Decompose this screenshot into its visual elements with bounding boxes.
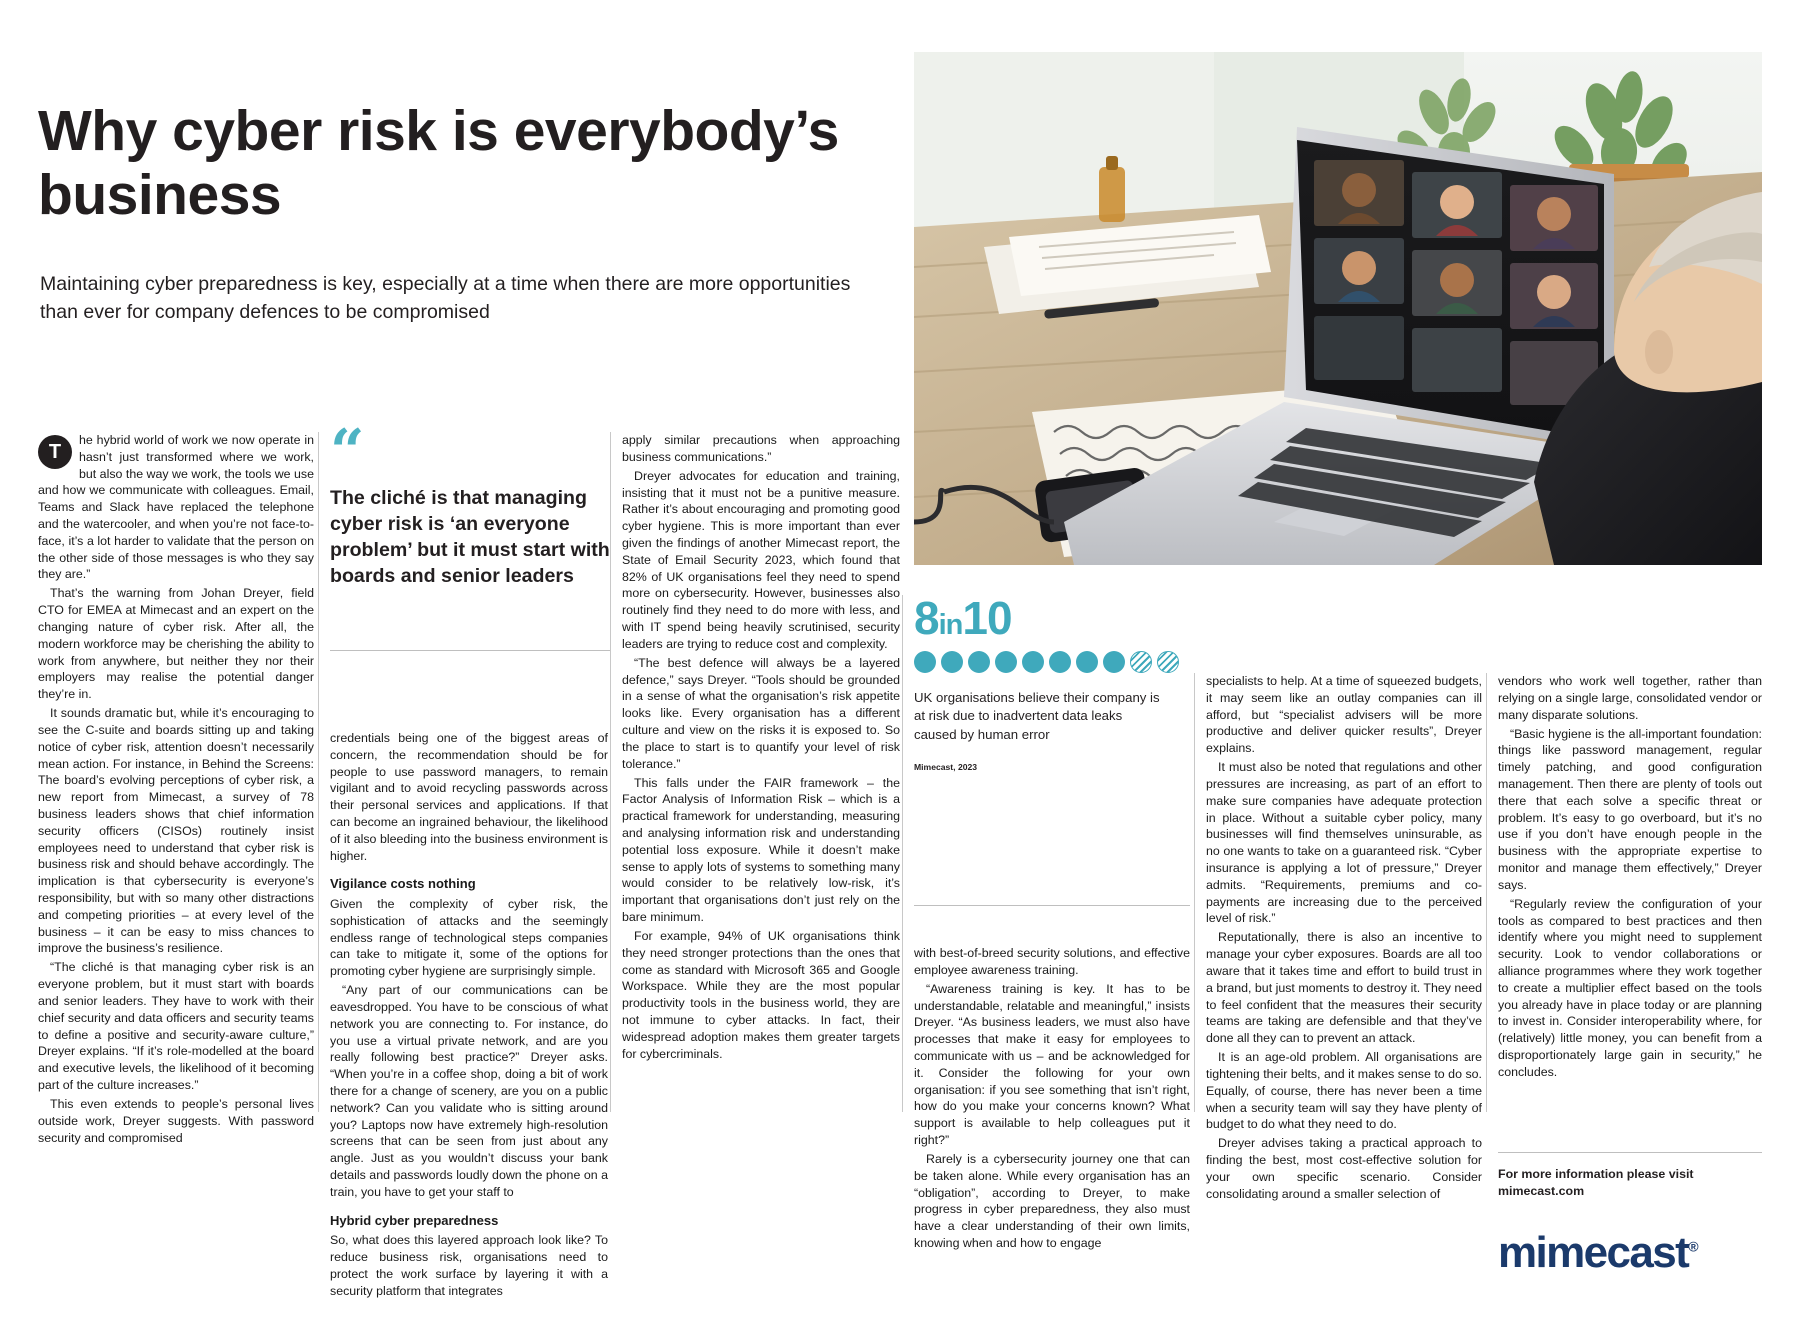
stat-dot: [995, 651, 1017, 673]
stat-dot: [968, 651, 990, 673]
paragraph: with best-of-breed security solutions, and effective employee awareness training.: [914, 946, 1190, 977]
stat-dot: [941, 651, 963, 673]
divider: [914, 905, 1190, 906]
body-column-2: [330, 730, 608, 1302]
stat-dot-empty: [1130, 651, 1152, 673]
body-column-4: [914, 945, 1190, 1254]
paragraph: That’s the warning from Johan Dreyer, field CTO for EMEA at Mimecast and an expert on the changing nature of cyber risk. After all, the modern workforce may be cherishing the ability to work from anywhere, but neither they nor their employers may realise the potential danger they’re in.: [38, 586, 314, 702]
stat-dot: [1049, 651, 1071, 673]
paragraph: specialists to help. At a time of squeezed budgets, it may seem like an outlay companies can ill afford, but “specialist advisers will be more productive and deliver quicker results”, Dreyer explains.: [1206, 674, 1482, 756]
body-column-1: [38, 432, 314, 1149]
body-column-3: [622, 432, 900, 1065]
mimecast-logo-text: mimecast: [1498, 1228, 1689, 1277]
more-information: [1498, 1166, 1762, 1199]
quote-mark-icon: “: [330, 417, 365, 487]
paragraph: “Awareness training is key. It has to be understandable, relatable and meaningful,” insists Dreyer. “As business leaders, we must also have processes that make it easy for employees to communicate with us – and be acknowledged for it. Consider the following for your own organisation: if you see something that isn’t right, how do you make your concerns known? What support is available to help colleagues put it right?”: [914, 981, 1190, 1147]
paragraph: “Any part of our communications can be eavesdropped. You have to be conscious of what network you are connecting to. For instance, do you use a virtual private network, and are you really following best practice?” Dreyer asks. “When you’re in a coffee shop, doing a bit of work there for a change of scenery, are you on a public network? Can you validate who is sitting around you? Laptops now have extremely high-resolution screens that can be seen from just about any angle. Just as you wouldn’t discuss your bank details and passwords loudly down the phone on a train, you have to get your staff to: [330, 983, 608, 1199]
paragraph: apply similar precautions when approaching business communications.”: [622, 433, 900, 464]
paragraph: This falls under the FAIR framework – the Factor Analysis of Information Risk – which is a practical framework for understanding, measuring and analysing information risk and understanding potential loss exposure. While it doesn’t make sense to apply lots of systems to something many would consider to be relatively low-risk, it’s important that organisations don’t just rely on the bare minimum.: [622, 775, 900, 924]
paragraph: It is an age-old problem. All organisations are tightening their belts, and it makes sense to do so. Equally, of course, there has never been a time when a security team will say they have plenty of budget to do what they need to do.: [1206, 1050, 1482, 1132]
paragraph: This even extends to people’s personal lives outside work, Dreyer suggests. With password security and compromised: [38, 1096, 314, 1145]
stat-dot: [1022, 651, 1044, 673]
divider: [330, 650, 610, 651]
paragraph: Reputationally, there is also an incentive to manage your cyber exposures. Boards are all too aware that it takes time and effort to build trust in a brand, but just moments to destroy it. They need to feel confident that the measures their security teams are taking are defensible and that they’ve done all they can to prevent an attack.: [1206, 930, 1482, 1046]
mimecast-logo: [1498, 1228, 1762, 1278]
more-information-line-1: For more information please visit: [1498, 1167, 1694, 1181]
paragraph: For example, 94% of UK organisations think they need stronger protections than the ones that come as standard with Microsoft 365 and Google Workspace. While they are the most popular productivity tools in the business world, they are not immune to cyber attacks. In fact, their widespread adoption makes them greater targets for cybercriminals.: [622, 928, 900, 1061]
stat-caption: UK organisations believe their company is at risk due to inadvertent data leaks caused by human error: [914, 690, 1160, 742]
registered-trademark-icon: ®: [1688, 1238, 1699, 1255]
stat-number-2: 10: [962, 592, 1012, 644]
paragraph-text: he hybrid world of work we now operate in hasn’t just transformed where we work, but also the way we work, the tools we use and how we communicate with colleagues. Email, Teams and Slack have replaced the telephone and the watercooler, and when you’re not face-to-face, it’s a lot harder to validate that the person on the other side of those messages is who they say they are.”: [38, 433, 314, 582]
stat-figure: [914, 592, 1192, 644]
paragraph: Dreyer advocates for education and training, insisting that it must not be a punitive measure. Rather it’s about encouraging and promoting good cyber hygiene. This is more important than ever given the findings of another Mimecast report, the State of Email Security 2023, which found that 82% of UK organisations feel they need to spend more on cybersecurity. However, businesses also routinely find they need to do more with less, and with IT spend being heavily scrutinised, security leaders are trying to reduce cost and complexity.: [622, 468, 900, 651]
divider: [610, 432, 611, 1112]
standfirst: Maintaining cyber preparedness is key, especially at a time when there are more opportunities than ever for company defences to be compromised: [40, 273, 851, 324]
drop-cap: T: [38, 435, 72, 469]
pull-quote: [330, 417, 612, 589]
paragraph: “Basic hygiene is the all-important foundation: things like password management, regular timely patching, and good configuration management. Then there are plenty of tools out there that each solve a specific threat or problem. It’s easy to go overboard, but it’s no use if you don’t have enough people in the business with the appropriate expertise to monitor and manage them effectively,” Dreyer says.: [1498, 726, 1762, 892]
divider: [1486, 673, 1487, 1112]
section-heading-hybrid: Hybrid cyber preparedness: [330, 1212, 499, 1228]
stat-in-label: in: [938, 609, 963, 641]
divider: [1498, 1152, 1762, 1153]
paragraph: It must also be noted that regulations and other pressures are increasing, as part of an effort to make sure companies have adequate protection in place. Without a suitable cyber policy, many businesses will find themselves uninsurable, as no one wants to take on a guaranteed risk. “Cyber insurance is applying a lot of pressure,” Dreyer admits. “Requirements, premiums and co-payments are increasing due to the perceived level of risk.”: [1206, 760, 1482, 926]
stat-dot-empty: [1157, 651, 1179, 673]
video-call-laptop-photo: [914, 52, 1762, 565]
page-title: Why cyber risk is everybody’s business: [38, 99, 839, 227]
website-link[interactable]: mimecast.com: [1498, 1183, 1585, 1198]
stat-dot: [1076, 651, 1098, 673]
section-heading-vigilance: Vigilance costs nothing: [330, 876, 476, 892]
stat-dot: [1103, 651, 1125, 673]
stat-dot: [914, 651, 936, 673]
stat-number-1: 8: [914, 592, 939, 644]
paragraph: vendors who work well together, rather than relying on a single large, consolidated vendor or many disparate solutions.: [1498, 674, 1762, 722]
stat-source: Mimecast, 2023: [914, 762, 978, 773]
paragraph: “Regularly review the configuration of your tools as compared to best practices and then identify where you might need to supplement security. Look to vendor collaborations or alliance programmes where they work together to create a multiplier effect based on the tools you already have in place today or are planning to invest in. Consider interoperability where, for (relatively) little money, you can benefit from a disproportionately large gain in security,” he concludes.: [1498, 896, 1762, 1079]
paragraph: credentials being one of the biggest areas of concern, the recommendation should be for people to use password managers, to remain vigilant and to avoid recycling passwords across their personal services and applications. If that can become an ingrained behaviour, the likelihood of it also bleeding into the business environment is higher.: [330, 731, 608, 863]
divider: [902, 595, 903, 1112]
pull-quote-text: The cliché is that managing cyber risk is ‘an everyone problem’ but it must start with boards and senior leaders: [330, 487, 610, 587]
divider: [318, 432, 319, 1112]
paragraph: It sounds dramatic but, while it’s encouraging to see the C-suite and boards sitting up and taking notice of cyber risk, attention doesn’t necessarily mean action. For instance, in Behind the Screens: The board’s evolving perceptions of cyber risk, a new report from Mimecast, a survey of 78 business leaders shows that chief information security officers (CISOs) routinely insist employees need to understand that cyber risk is business risk and should behave accordingly. The implication is that cybersecurity is everyone’s responsibility, but with so many other distractions and competing priorities – at every level of the business – it can be easy to miss chances to improve the business’s resilience.: [38, 706, 314, 956]
divider: [1194, 673, 1195, 1112]
stat-dots: [914, 651, 1192, 673]
statistic-block: [914, 592, 1192, 773]
paragraph: Rarely is a cybersecurity journey one that can be taken alone. While every organisation has an “obligation”, according to Dreyer, to make progress in cyber preparedness, they also must have a clear understanding of their own limits, knowing when and how to engage: [914, 1152, 1190, 1250]
paragraph: Given the complexity of cyber risk, the sophistication of attacks and the seemingly endless range of technological steps companies can take to mitigate it, some of the options for promoting cyber hygiene are surprisingly simple.: [330, 896, 608, 979]
paragraph: “The best defence will always be a layered defence,” says Dreyer. “Tools should be grounded in a sense of what the organisation’s risk appetite looks like. Every organisation has a different culture and view on the risks it is exposed to. So the place to start is to quantify your level of risk tolerance.”: [622, 655, 900, 771]
body-column-5: [1206, 673, 1482, 1205]
paragraph: [38, 432, 314, 583]
paragraph: “The cliché is that managing cyber risk is an everyone problem, but it must start with boards and senior leaders. They have to work with their chief security and data officers and security teams to define a positive and security-aware culture,” Dreyer explains. “If it’s role-modelled at the board and executive levels, the likelihood of it becoming part of the culture increases.”: [38, 960, 314, 1092]
paragraph: Dreyer advises taking a practical approach to finding the best, most cost-effective solution for your own specific scenario. Consider consolidating around a smaller selection of: [1206, 1136, 1482, 1201]
paragraph: So, what does this layered approach look like? To reduce business risk, organisations need to protect the work surface by layering it with a security platform that integrates: [330, 1233, 608, 1298]
body-column-6: [1498, 673, 1762, 1083]
